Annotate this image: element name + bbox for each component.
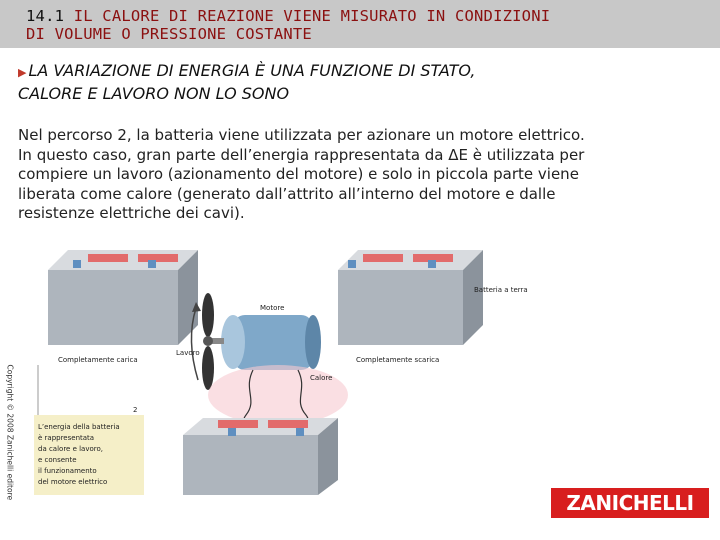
caption-line-6: del motore elettrico [38, 478, 108, 486]
publisher-logo: ZANICHELLI [551, 488, 709, 518]
label-ground: Batteria a terra [474, 286, 528, 294]
title-line-2: DI VOLUME O PRESSIONE COSTANTE [26, 25, 312, 43]
body-paragraph [18, 126, 708, 224]
label-heat: Calore [310, 374, 333, 382]
section-number: 14.1 [26, 7, 65, 25]
body-line-4: liberata come calore (generato dall’attrito all’interno del motore e dalle [18, 184, 556, 203]
subtitle-line-1: LA VARIAZIONE DI ENERGIA È UNA FUNZIONE DI STATO, [28, 61, 476, 80]
body-line-1: Nel percorso 2, la batteria viene utilizzata per azionare un motore elettrico. [18, 126, 585, 144]
caption-line-3: da calore e lavoro, [38, 445, 104, 453]
label-charged: Completamente carica [58, 356, 138, 364]
label-path-number: 2 [133, 406, 138, 414]
title-line-1: IL CALORE DI REAZIONE VIENE MISURATO IN CONDIZIONI [73, 7, 551, 25]
body-line-3: compiere un lavoro (azionamento del motore) e solo in piccola parte viene [18, 165, 579, 183]
fan-icon [202, 293, 214, 390]
label-work: Lavoro [176, 349, 200, 357]
caption-line-5: il funzionamento [38, 467, 97, 475]
caption-box [34, 415, 144, 495]
discharged-battery [338, 250, 483, 345]
caption-line-2: è rappresentata [38, 434, 95, 442]
label-motor: Motore [260, 304, 285, 312]
charged-battery [48, 250, 198, 345]
caption-line-4: e consente [38, 456, 77, 464]
electric-motor [210, 315, 321, 370]
body-line-5: resistenze elettriche dei cavi). [18, 204, 245, 222]
header-bar [0, 0, 720, 48]
label-discharged: Completamente scarica [356, 356, 440, 364]
copyright-notice: Copyright © 2008 Zanichelli editore [5, 364, 15, 501]
slide-subtitle [18, 60, 475, 104]
subtitle-line-2: CALORE E LAVORO NON LO SONO [18, 84, 290, 103]
slide-title [26, 7, 550, 43]
caption-line-1: L’energia della batteria [38, 423, 120, 431]
bullet-arrow-icon: ▶ [18, 66, 27, 79]
battery-motor-illustration [18, 240, 548, 495]
body-line-2: In questo caso, gran parte dell’energia rappresentata da ΔE è utilizzata per [18, 145, 585, 164]
working-battery [183, 418, 338, 495]
